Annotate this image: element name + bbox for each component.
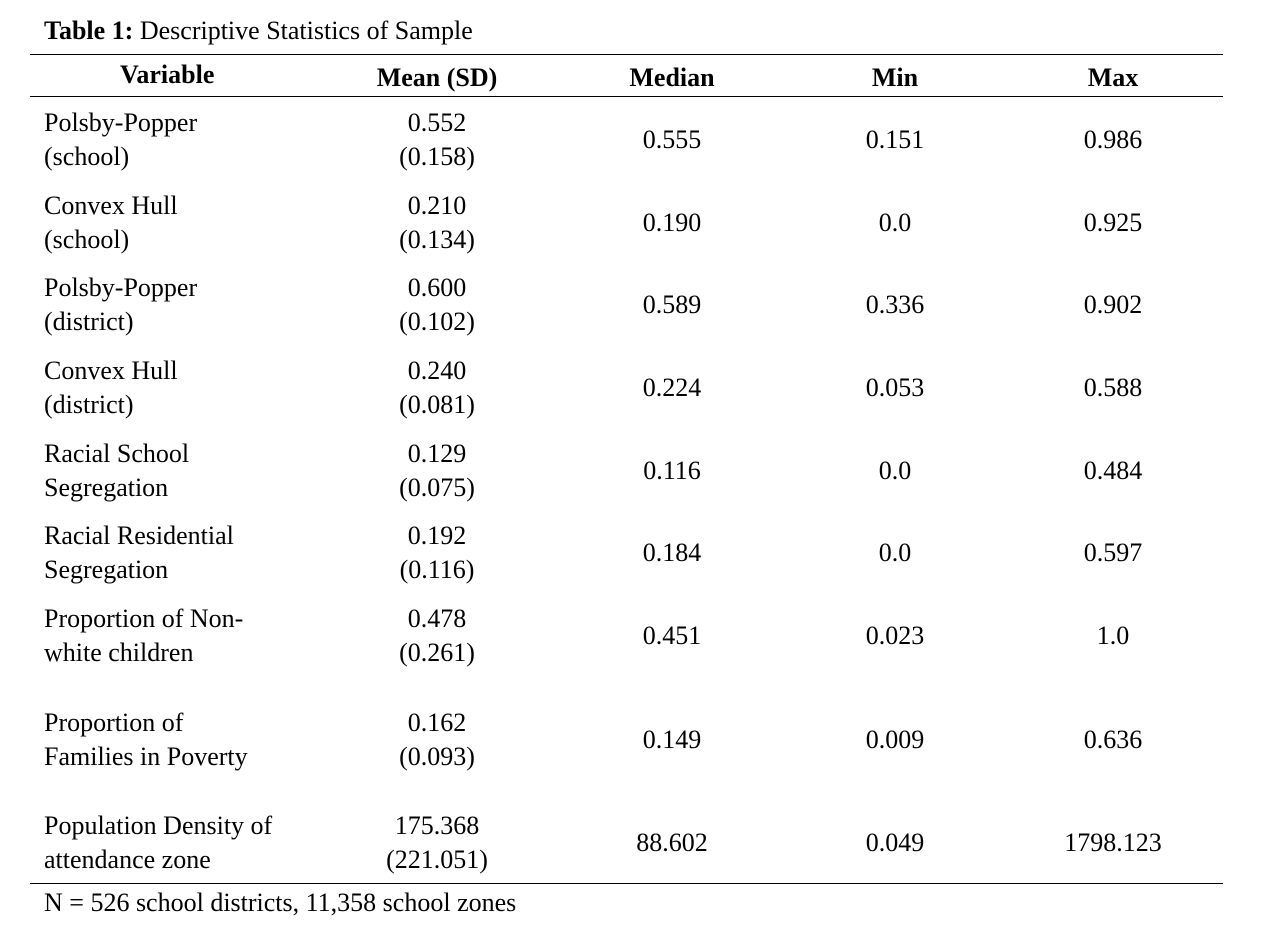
median-value: 0.184 xyxy=(642,538,702,567)
median-value: 0.149 xyxy=(642,725,702,754)
table-row xyxy=(0,437,1277,507)
mean-sd: 0.600 (0.102) xyxy=(399,273,475,336)
table-row xyxy=(0,519,1277,589)
table-note: N = 526 school districts, 11,358 school zones xyxy=(44,888,517,917)
median-value: 0.451 xyxy=(642,621,702,650)
top-rule xyxy=(30,54,1223,55)
table-row xyxy=(0,706,1277,776)
max-value: 0.902 xyxy=(1083,290,1143,319)
header-max: Max xyxy=(1087,63,1139,92)
min-value: 0.0 xyxy=(878,538,912,567)
mean-sd: 175.368 (221.051) xyxy=(386,811,488,874)
header-min: Min xyxy=(871,63,919,92)
max-value: 0.597 xyxy=(1083,538,1143,567)
variable-name: Polsby-Popper (district) xyxy=(44,273,198,336)
table-row xyxy=(0,602,1277,672)
min-value: 0.336 xyxy=(865,290,925,319)
median-value: 0.190 xyxy=(642,208,702,237)
table-row xyxy=(0,189,1277,259)
table-row xyxy=(0,809,1277,879)
median-value: 88.602 xyxy=(636,828,708,857)
max-value: 0.986 xyxy=(1083,125,1143,154)
header-median: Median xyxy=(629,63,715,92)
table-label: Table 1: xyxy=(44,16,134,45)
min-value: 0.053 xyxy=(865,373,925,402)
bottom-rule xyxy=(30,883,1223,884)
mean-sd: 0.162 (0.093) xyxy=(399,708,475,771)
table-row xyxy=(0,271,1277,341)
min-value: 0.0 xyxy=(878,208,912,237)
median-value: 0.116 xyxy=(643,456,701,485)
mean-sd: 0.210 (0.134) xyxy=(399,191,475,254)
variable-name: Convex Hull (district) xyxy=(44,356,178,419)
max-value: 0.588 xyxy=(1083,373,1143,402)
median-value: 0.589 xyxy=(642,290,702,319)
min-value: 0.049 xyxy=(865,828,925,857)
variable-name: Proportion of Non- white children xyxy=(44,604,244,667)
variable-name: Racial Residential Segregation xyxy=(44,521,234,584)
median-value: 0.555 xyxy=(642,125,702,154)
min-value: 0.009 xyxy=(865,725,925,754)
min-value: 0.151 xyxy=(865,125,925,154)
variable-name: Convex Hull (school) xyxy=(44,191,178,254)
max-value: 0.925 xyxy=(1083,208,1143,237)
variable-name: Polsby-Popper (school) xyxy=(44,108,198,171)
max-value: 1.0 xyxy=(1096,621,1130,650)
min-value: 0.023 xyxy=(865,621,925,650)
mean-sd: 0.478 (0.261) xyxy=(399,604,475,667)
header-mean-sd: Mean (SD) xyxy=(376,63,498,92)
min-value: 0.0 xyxy=(878,456,912,485)
table-row xyxy=(0,354,1277,424)
mean-sd: 0.192 (0.116) xyxy=(399,521,475,584)
variable-name: Racial School Segregation xyxy=(44,439,190,502)
table-row xyxy=(0,106,1277,176)
header-rule xyxy=(30,96,1223,97)
mean-sd: 0.240 (0.081) xyxy=(399,356,475,419)
table-caption xyxy=(44,14,473,48)
variable-name: Population Density of attendance zone xyxy=(44,811,273,874)
median-value: 0.224 xyxy=(642,373,702,402)
max-value: 0.484 xyxy=(1083,456,1143,485)
mean-sd: 0.552 (0.158) xyxy=(399,108,475,171)
table-title: Descriptive Statistics of Sample xyxy=(133,16,473,45)
max-value: 1798.123 xyxy=(1064,828,1162,857)
mean-sd: 0.129 (0.075) xyxy=(399,439,475,502)
header-variable: Variable xyxy=(120,60,215,89)
variable-name: Proportion of Families in Poverty xyxy=(44,708,248,771)
max-value: 0.636 xyxy=(1083,725,1143,754)
